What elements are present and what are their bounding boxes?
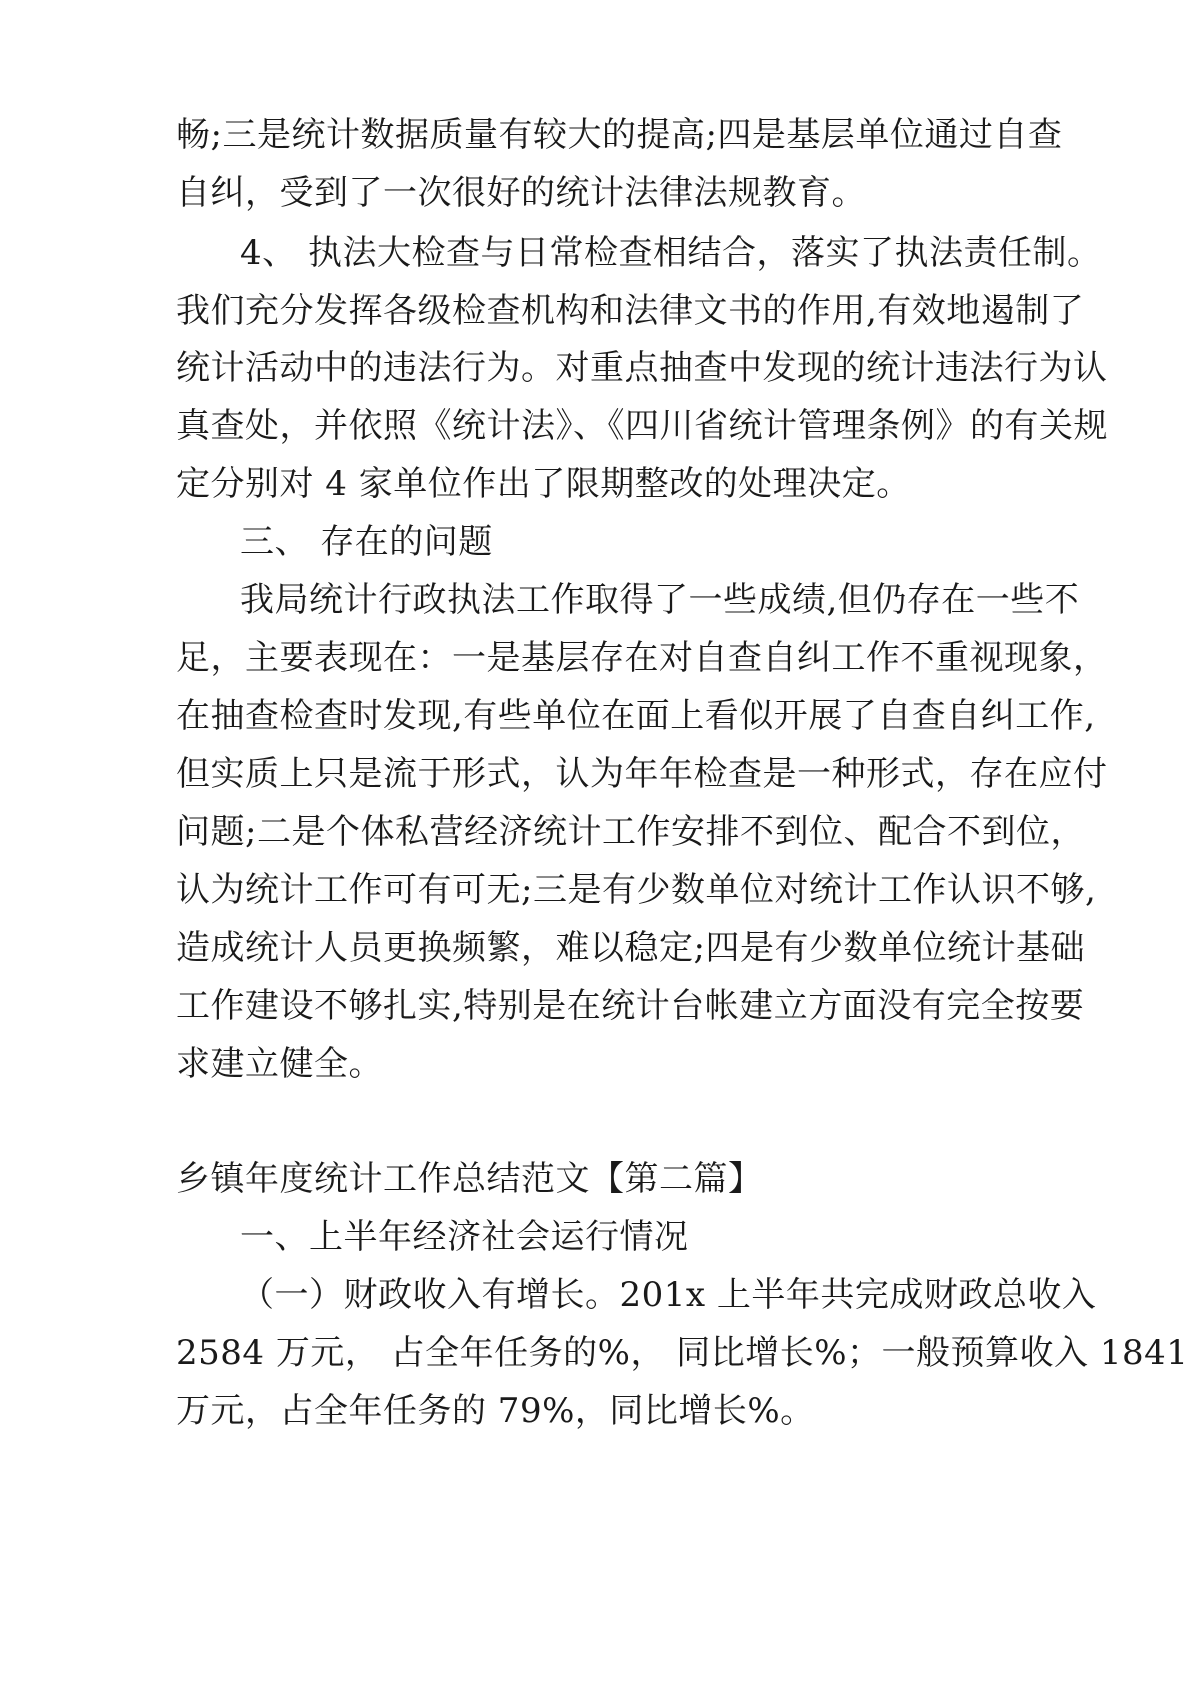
body-line: 在抽查检查时发现,有些单位在面上看似开展了自查自纠工作,: [176, 696, 1096, 736]
section-heading: 三、 存在的问题: [240, 522, 493, 562]
body-line: 自纠，受到了一次很好的统计法律法规教育。: [176, 173, 866, 213]
body-line: 2584 万元， 占全年任务的%， 同比增长%；一般预算收入 1841: [176, 1333, 1189, 1373]
section-heading: 一、上半年经济社会运行情况: [240, 1217, 689, 1257]
body-line: 造成统计人员更换频繁，难以稳定;四是有少数单位统计基础: [176, 928, 1085, 968]
body-line: 定分别对 4 家单位作出了限期整改的处理决定。: [176, 464, 911, 504]
body-line: 求建立健全。: [176, 1044, 383, 1084]
body-line: 真查处，并依照《统计法》、《四川省统计管理条例》的有关规: [176, 406, 1108, 446]
body-line: 认为统计工作可有可无;三是有少数单位对统计工作认识不够,: [176, 870, 1097, 910]
body-line: 畅;三是统计数据质量有较大的提高;四是基层单位通过自查: [176, 115, 1063, 155]
subsection-heading: （一）财政收入有增长。201x 上半年共完成财政总收入: [240, 1275, 1097, 1315]
body-line: 足，主要表现在：一是基层存在对自查自纠工作不重视现象，: [176, 638, 1108, 678]
body-line: 我局统计行政执法工作取得了一些成绩,但仍存在一些不: [240, 580, 1080, 620]
document-title: 乡镇年度统计工作总结范文【第二篇】: [176, 1159, 763, 1199]
body-line: 统计活动中的违法行为。对重点抽查中发现的统计违法行为认: [176, 348, 1108, 388]
body-line: 工作建设不够扎实,特别是在统计台帐建立方面没有完全按要: [176, 986, 1085, 1026]
body-line: 问题;二是个体私营经济统计工作安排不到位、配合不到位，: [176, 812, 1085, 852]
body-line: 我们充分发挥各级检查机构和法律文书的作用,有效地遏制了: [176, 291, 1085, 331]
body-line: 但实质上只是流于形式，认为年年检查是一种形式，存在应付: [176, 754, 1108, 794]
list-item-heading: 4、 执法大检查与日常检查相结合，落实了执法责任制。: [240, 233, 1102, 273]
body-line: 万元，占全年任务的 79%，同比增长%。: [176, 1391, 815, 1431]
